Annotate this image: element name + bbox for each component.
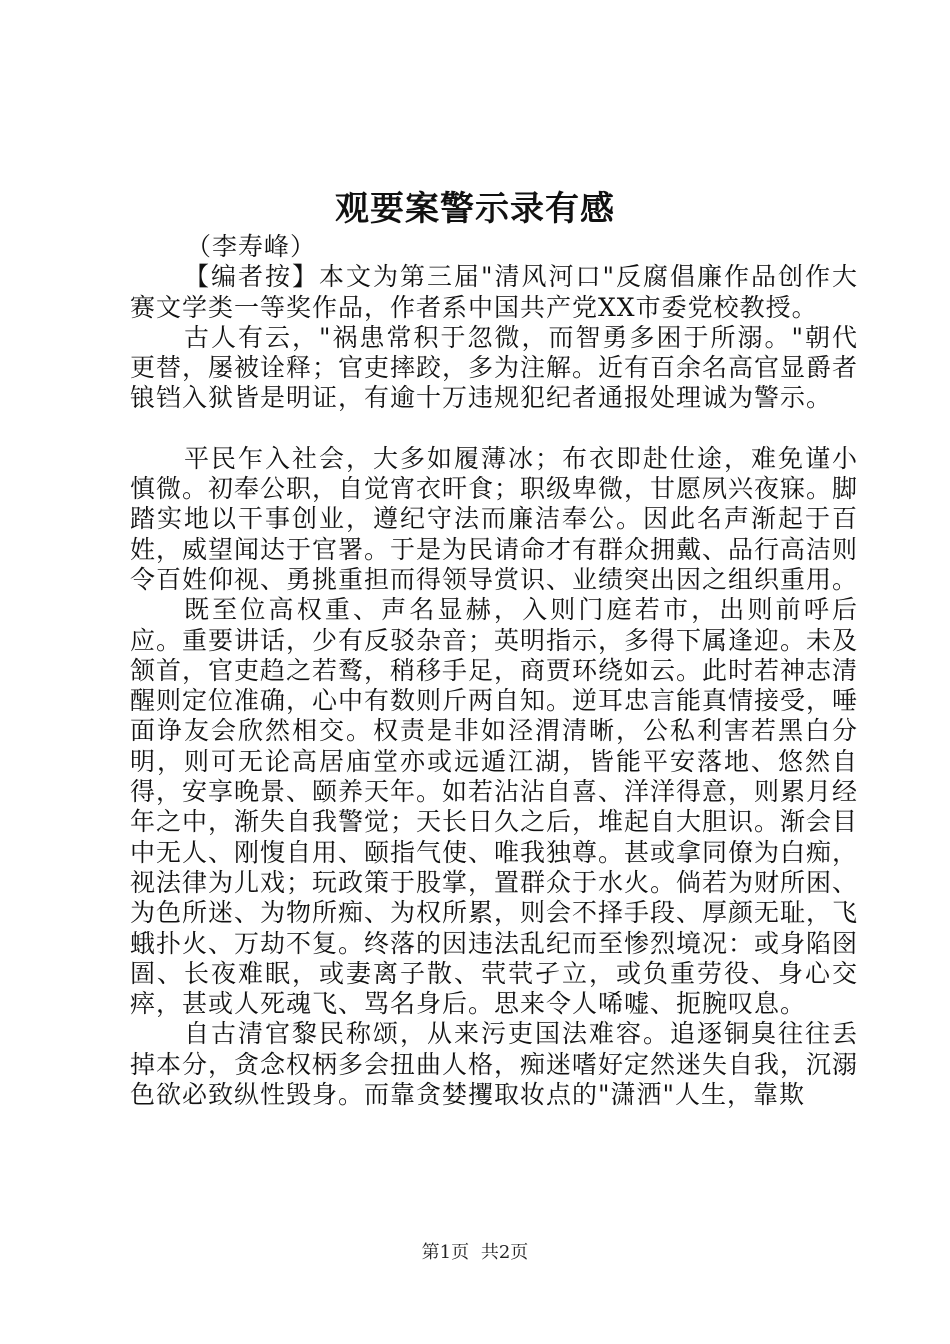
body-paragraph: 平民乍入社会，大多如履薄冰；布衣即赴仕途，难免谨小慎微。初奉公职，自觉宵衣旰食；职级卑微，甘愿夙兴夜寐。脚踏实地以干事创业，遵纪守法而廉洁奉公。因此名声渐起于百姓，威望闻达于官署。于是为民请命才有群众拥戴、品行高洁则令百姓仰视、勇挑重担而得领导赏识、业绩突出因之组织重用。 <box>130 443 859 594</box>
page-number: 第1页 <box>421 1242 470 1263</box>
body-paragraph: 既至位高权重、声名显赫，入则门庭若市，出则前呼后应。重要讲话，少有反驳杂音；英明指示，多得下属逢迎。未及颔首，官吏趋之若鹜，稍移手足，商贾环绕如云。此时若神志清醒则定位准确，心中有数则斤两自知。逆耳忠言能真情接受，唾面诤友会欣然相交。权责是非如泾渭清晰，公私利害若黑白分明，则可无论高居庙堂亦或远遁江湖，皆能平安落地、悠然自得，安享晚景、颐养天年。如若沾沾自喜、洋洋得意，则累月经年之中，渐失自我警觉；天长日久之后，堆起自大胆识。渐会目中无人、刚愎自用、颐指气使、唯我独尊。甚或拿同僚为白痴，视法律为儿戏；玩政策于股掌，置群众于水火。倘若为财所困、为色所迷、为物所痴、为权所累，则会不择手段、厚颜无耻，飞蛾扑火、万劫不复。终落的因违法乱纪而至惨烈境况：或身陷囹圄、长夜难眠，或妻离子散、茕茕孑立，或负重劳役、身心交瘁，甚或人死魂飞、骂名身后。思来令人唏嘘、扼腕叹息。 <box>130 595 859 1019</box>
body-paragraph: 古人有云，"祸患常积于忽微，而智勇多困于所溺。"朝代更替，屡被诠释；官吏摔跤，多为注解。近有百余名高官显爵者锒铛入狱皆是明证，有逾十万违规犯纪者通报处理诚为警示。 <box>130 322 859 413</box>
author-line: （李寿峰） <box>186 232 317 261</box>
document-body <box>130 232 858 1110</box>
page-footer <box>0 1241 950 1265</box>
paragraph-gap <box>130 414 858 444</box>
document-title: 观要案警示录有感 <box>335 189 615 229</box>
body-paragraph: 自古清官黎民称颂，从来污吏国法难容。追逐铜臭往往丢掉本分，贪念权柄多会扭曲人格，痴迷嗜好定然迷失自我，沉溺色欲必致纵性毁身。而靠贪婪攫取妆点的"潇洒"人生，靠欺 <box>130 1019 859 1110</box>
page-total: 共2页 <box>480 1242 529 1263</box>
editor-note-paragraph: 【编者按】本文为第三届"清风河口"反腐倡廉作品创作大赛文学类一等奖作品，作者系中国共产党XX市委党校教授。 <box>130 262 858 322</box>
